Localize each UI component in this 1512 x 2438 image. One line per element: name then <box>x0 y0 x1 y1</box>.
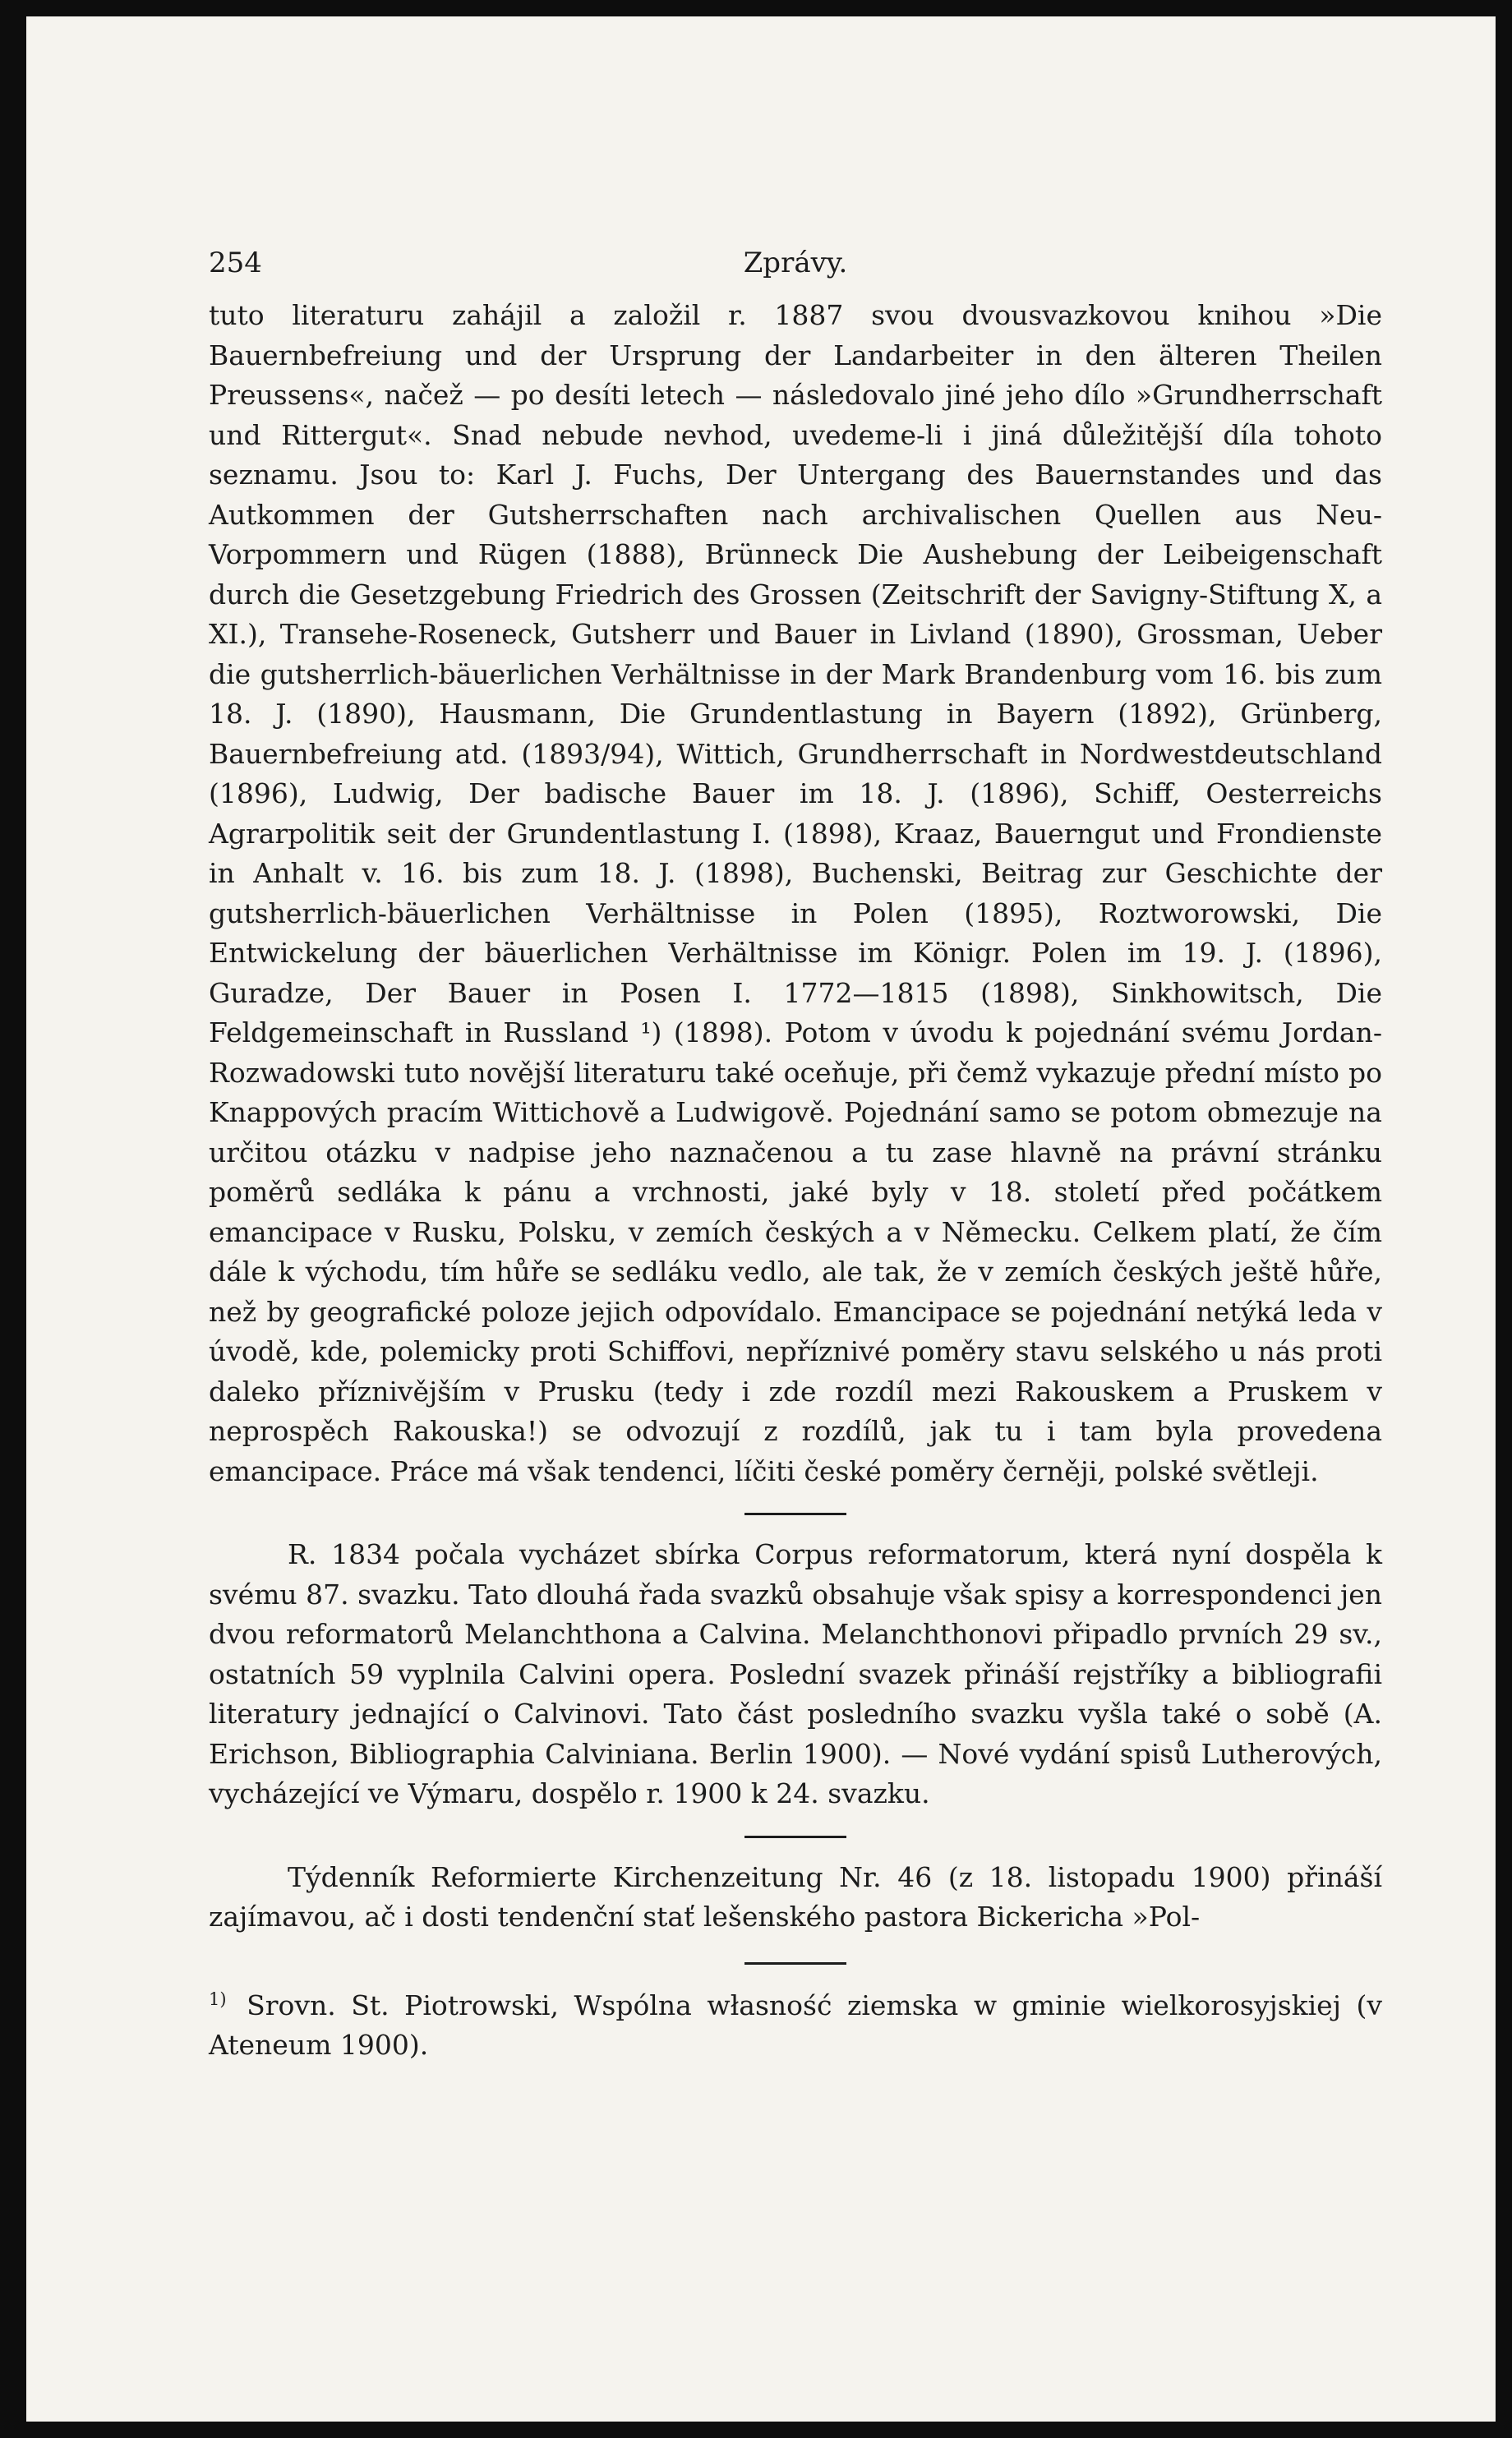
scanned-page <box>26 16 1496 2422</box>
section-divider <box>744 1836 846 1838</box>
page-number: 254 <box>209 247 262 279</box>
paragraph-corpus-reformatorum: R. 1834 počala vycházet sbírka Corpus reformatorum, která nyní dospěla k svému 87. svazku. Tato dlouhá řada svazků obsahuje však spisy a korrespondenci jen dvou reformatorů Melanchthona a Calvina. Melanchthonovi připadlo prvních 29 sv., ostatních 59 vyplnila Calvini opera. Poslední svazek přináší rejstříky a bibliografii literatury jednající o Calvinovi. Tato část posledního svazku vyšla také o sobě (A. Erichson, Bibliographia Calviniana. Berlin 1900). — Nové vydání spisů Lutherových, vycházející ve Výmaru, dospělo r. 1900 k 24. svazku. <box>209 1538 1382 1809</box>
paragraph-kirchenzeitung: Týdenník Reformierte Kirchenzeitung Nr. 46 (z 18. listopadu 1900) přináší zajímavou, ač i dosti tendenční stať lešenského pastora Bickericha »Pol- <box>209 1860 1382 1933</box>
running-head <box>209 230 1382 296</box>
footnote <box>209 1986 1382 2066</box>
paragraph-literature-survey: tuto literaturu zahájil a založil r. 1887 svou dvousvazkovou knihou »Die Bauernbefreiung und der Ursprung der Landarbeiter in den älteren Theilen Preussens«, načež — po desíti letech — následovalo jiné jeho dílo »Grundherrschaft und Rittergut«. Snad nebude nevhod, uvedeme-li i jiná důležitější díla tohoto seznamu. Jsou to: Karl J. Fuchs, Der Untergang des Bauernstandes und das Autkommen der Gutsherrschaften nach archivalischen Quellen aus Neu-Vorpommern und Rügen (1888), Brünneck Die Aushebung der Leibeigenschaft durch die Gesetzgebung Friedrich des Grossen (Zeitschrift der Savigny-Stiftung X, a XI.), Transehe-Roseneck, Gutsherr und Bauer in Livland (1890), Grossman, Ueber die gutsherrlich-bäuerlichen Verhältnisse in der Mark Brandenburg vom 16. bis zum 18. J. (1890), Hausmann, Die Grundentlastung in Bayern (1892), Grünberg, Bauernbefreiung atd. (1893/94), Wittich, Grundherrschaft in Nordwestdeutschland (1896), Ludwig, Der badische Bauer im 18. J. (1896), Schiff, Oesterreichs Agrarpolitik seit der Grundentlastung I. (1898), Kraaz, Bauerngut und Frondienste in Anhalt v. 16. bis zum 18. J. (1898), Buchenski, Beitrag zur Geschichte der gutsherrlich-bäuerlichen Verhältnisse in Polen (1895), Roztworowski, Die Entwickelung der bäuerlichen Verhältnisse im Königr. Polen im 19. J. (1896), Guradze, Der Bauer in Posen I. 1772—1815 (1898), Sinkhowitsch, Die Feldgemeinschaft in Russland ¹) (1898). Potom v úvodu k pojednání svému Jordan-Rozwadowski tuto novější literaturu také oceňuje, při čemž vykazuje přední místo po Knappových pracím Wittichově a Ludwigově. Pojednání samo se potom obmezuje na určitou otázku v nadpise jeho naznačenou a tu zase hlavně na právní stránku poměrů sedláka k pánu a vrchnosti, jaké byly v 18. století před počátkem emancipace v Rusku, Polsku, v zemích českých a v Německu. Celkem platí, že čím dále k východu, tím hůře se sedláku vedlo, ale tak, že v zemích českých ještě hůře, než by geografické poloze jejich odpovídalo. Emancipace se pojednání netýká leda v úvodě, kde, polemicky proti Schiffovi, nepříznivé poměry stavu selského u nás proti daleko příznivějším v Prusku (tedy i zde rozdíl mezi Rakouskem a Pruskem v neprospěch Rakouska!) se odvozují z rozdílů, jak tu i tam byla provedena emancipace. Práce má však tendenci, líčiti české poměry černěji, polské světleji. <box>209 299 1382 1487</box>
footnote-divider <box>744 1962 846 1965</box>
page-content <box>209 230 1382 2066</box>
section-title: Zprávy. <box>743 247 848 279</box>
footnote-mark: 1) <box>209 1989 227 2009</box>
section-divider <box>744 1513 846 1515</box>
footnote-text: Srovn. St. Piotrowski, Wspólna własność ziemska w gminie wielkorosyjskiej (v Ateneum 1900). <box>209 1989 1382 2061</box>
